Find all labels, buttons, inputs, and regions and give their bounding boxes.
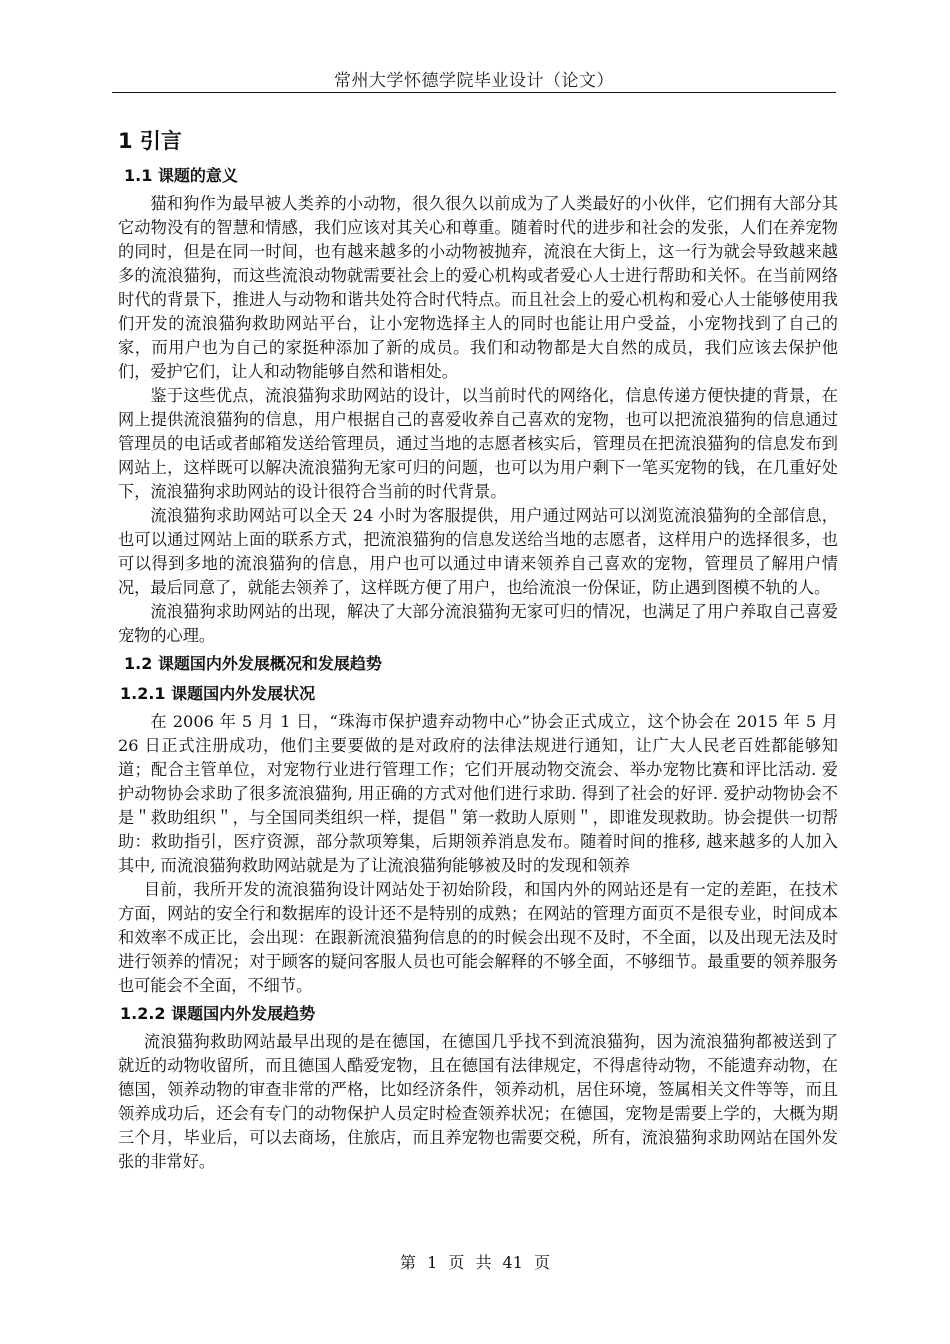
page-body — [118, 124, 838, 1174]
page-header: 常州大学怀德学院毕业设计（论文） — [334, 71, 614, 91]
paragraph: 流浪猫狗救助网站最早出现的是在德国，在德国几乎找不到流浪猫狗，因为流浪猫狗都被送到了就近的动物收留所，而且德国人酷爱宠物，且在德国有法律规定，不得虐待动物，不能遗弃动物，在德国，领养动物的审查非常的严格，比如经济条件，领养动机，居住环境，签属相关文件等等，而且领养成功后，还会有专门的动物保护人员定时检查领养状况；在德国，宠物是需要上学的，大概为期三个月，毕业后，可以去商场，住旅店，而且养宠物也需要交税，所有，流浪猫狗求助网站在国外发张的非常好。 — [118, 1032, 838, 1171]
section-title-1-2: 1.2 课题国内外发展概况和发展趋势 — [124, 654, 382, 673]
header-rule — [112, 92, 836, 93]
section-title-1-1: 1.1 课题的意义 — [124, 166, 238, 185]
paragraph: 目前，我所开发的流浪猫狗设计网站处于初始阶段，和国内外的网站还是有一定的差距，在技术方面，网站的安全行和数据库的设计还不是特别的成熟；在网站的管理方面页不是很专业，时间成本和效率不成正比，会出现：在跟新流浪猫狗信息的的时候会出现不及时，不全面，以及出现无法及时进行领养的情况；对于顾客的疑问客服人员也可能会解释的不够全面，不够细节。最重要的领养服务也可能会不全面，不细节。 — [118, 880, 838, 995]
section-title-1: 1 引言 — [118, 129, 182, 153]
paragraph: 流浪猫狗求助网站的出现，解决了大部分流浪猫狗无家可归的情况，也满足了用户养取自己喜爱宠物的心理。 — [118, 602, 838, 645]
paragraph: 在 2006 年 5 月 1 日，“珠海市保护遗弃动物中心”协会正式成立，这个协会在 2015 年 5 月 26 日正式注册成功，他们主要要做的是对政府的法律法规进行通知，让广大人民老百姓都能够知道；配合主管单位，对宠物行业进行管理工作；它们开展动物交流会、举办宠物比赛和评比活动. 爱护动物协会求助了很多流浪猫狗, 用正确的方式对他们进行求助. 得到了社会的好评. 爱护动物协会不是＂救助组织＂，与全国同类组织一样，提倡＂第一救助人原则＂，即谁发现救助。协会提供一切帮助：救助指引，医疗资源，部分款项筹集，后期领养消息发布。随着时间的推移, 越来越多的人加入其中, 而流浪猫狗救助网站就是为了让流浪猫狗能够被及时的发现和领养 — [118, 712, 838, 875]
section-title-1-2-2: 1.2.2 课题国内外发展趋势 — [120, 1004, 316, 1023]
paragraph: 流浪猫狗求助网站可以全天 24 小时为客服提供，用户通过网站可以浏览流浪猫狗的全部信息，也可以通过网站上面的联系方式，把流浪猫狗的信息发送给当地的志愿者，这样用户的选择很多，也可以得到多地的流浪猫狗的信息，用户也可以通过申请来领养自己喜欢的宠物，管理员了解用户情况，最后同意了，就能去领养了，这样既方便了用户，也给流浪一份保证，防止遇到图模不轨的人。 — [118, 506, 838, 597]
paragraph: 猫和狗作为最早被人类养的小动物，很久很久以前成为了人类最好的小伙伴，它们拥有大部分其它动物没有的智慧和情感，我们应该对其关心和尊重。随着时代的进步和社会的发张，人们在养宠物的同时，但是在同一时间，也有越来越多的小动物被抛弃，流浪在大街上，这一行为就会导致越来越多的流浪猫狗，而这些流浪动物就需要社会上的爱心机构或者爱心人士进行帮助和关怀。在当前网络时代的背景下，推进人与动物和谐共处符合时代特点。而且社会上的爱心机构和爱心人士能够使用我们开发的流浪猫狗救助网站平台，让小宠物选择主人的同时也能让用户受益，小宠物找到了自己的家，而用户也为自己的家挺种添加了新的成员。我们和动物都是大自然的成员，我们应该去保护他们，爱护它们，让人和动物能够自然和谐相处。 — [118, 194, 838, 381]
paragraph: 鉴于这些优点，流浪猫狗求助网站的设计，以当前时代的网络化，信息传递方便快捷的背景，在网上提供流浪猫狗的信息，用户根据自己的喜爱收养自己喜欢的宠物，也可以把流浪猫狗的信息通过管理员的电话或者邮箱发送给管理员，通过当地的志愿者核实后，管理员在把流浪猫狗的信息发布到网站上，这样既可以解决流浪猫狗无家可归的问题，也可以为用户剩下一笔买宠物的钱，在几重好处下，流浪猫狗求助网站的设计很符合当前的时代背景。 — [118, 386, 838, 501]
page-number: 第 1 页 共 41 页 — [400, 1253, 550, 1272]
section-title-1-2-1: 1.2.1 课题国内外发展状况 — [120, 684, 316, 703]
